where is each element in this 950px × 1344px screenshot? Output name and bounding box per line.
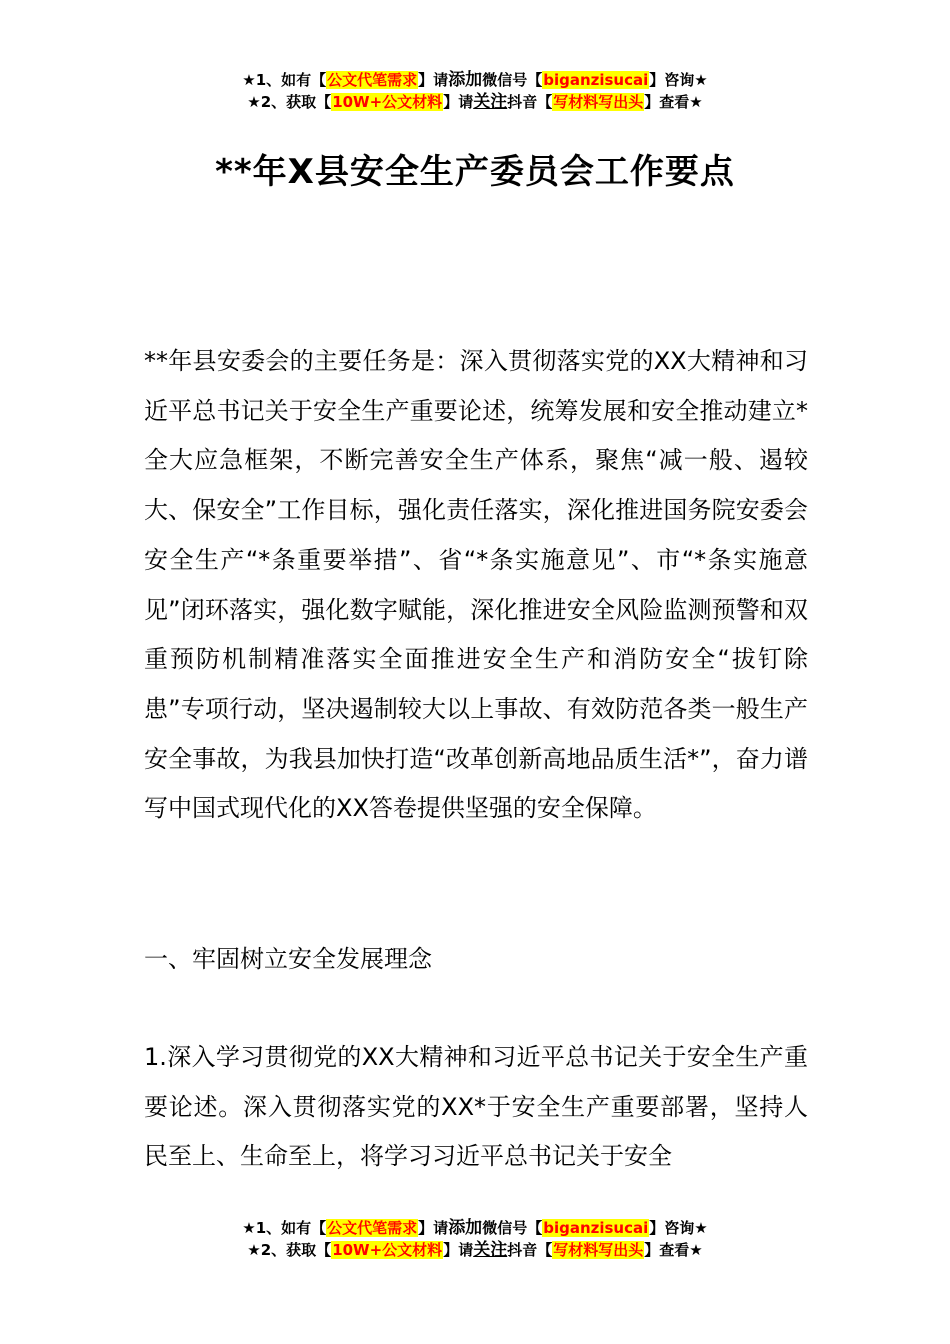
banner-text: 】查看★ xyxy=(644,1241,703,1259)
banner-line-2 xyxy=(0,91,950,113)
banner-emphasis: 关注 xyxy=(473,92,508,112)
footer-banner xyxy=(0,1217,950,1261)
banner-text: ★1、如有【 xyxy=(242,1219,327,1237)
banner-highlight: 写材料写出头 xyxy=(553,1241,644,1259)
banner-text: 微信号【 xyxy=(482,1219,543,1237)
banner-highlight: 公文代笔需求 xyxy=(327,1219,418,1237)
banner-text: 】请 xyxy=(418,71,449,89)
item-paragraph: 1.深入学习贯彻党的XX大精神和习近平总书记关于安全生产重要论述。深入贯彻落实党的XX*于安全生产重要部署，坚持人民至上、生命至上，将学习习近平总书记关于安全 xyxy=(144,1043,808,1171)
banner-line-1 xyxy=(0,69,950,91)
banner-line-1 xyxy=(0,1217,950,1239)
banner-highlight: 写材料写出头 xyxy=(553,93,644,111)
banner-emphasis: 添加 xyxy=(448,1218,483,1238)
banner-text: 】请 xyxy=(443,93,474,111)
banner-text: 】请 xyxy=(443,1241,474,1259)
banner-highlight: 公文代笔需求 xyxy=(327,71,418,89)
banner-text: 】查看★ xyxy=(644,93,703,111)
banner-text: 】咨询★ xyxy=(649,71,708,89)
banner-text: ★1、如有【 xyxy=(242,71,327,89)
banner-text: 】请 xyxy=(418,1219,449,1237)
banner-text: 微信号【 xyxy=(482,71,543,89)
header-banner xyxy=(0,69,950,113)
banner-wechat-id: biganzisucai xyxy=(543,71,649,89)
banner-text: 抖音【 xyxy=(507,93,553,111)
banner-text: ★2、获取【 xyxy=(247,93,332,111)
banner-wechat-id: biganzisucai xyxy=(543,1219,649,1237)
banner-text: ★2、获取【 xyxy=(247,1241,332,1259)
banner-highlight: 10W+公文材料 xyxy=(332,1241,443,1259)
banner-text: 】咨询★ xyxy=(649,1219,708,1237)
banner-text: 抖音【 xyxy=(507,1241,553,1259)
intro-paragraph: **年县安委会的主要任务是：深入贯彻落实党的XX大精神和习近平总书记关于安全生产重要论述，统筹发展和安全推动建立*全大应急框架，不断完善安全生产体系，聚焦“减一般、遏较大、保安全”工作目标，强化责任落实，深化推进国务院安委会安全生产“*条重要举措”、省“*条实施意见”、市“*条实施意见”闭环落实，强化数字赋能，深化推进安全风险监测预警和双重预防机制精准落实全面推进安全生产和消防安全“拔钉除患”专项行动，坚决遏制较大以上事故、有效防范各类一般生产安全事故，为我县加快打造“改革创新高地品质生活*”，奋力谱写中国式现代化的XX答卷提供坚强的安全保障。 xyxy=(144,347,808,823)
banner-emphasis: 关注 xyxy=(473,1240,508,1260)
banner-line-2 xyxy=(0,1239,950,1261)
document-title: **年X县安全生产委员会工作要点 xyxy=(215,152,735,192)
banner-highlight: 10W+公文材料 xyxy=(332,93,443,111)
section-heading: 一、牢固树立安全发展理念 xyxy=(144,945,432,973)
banner-emphasis: 添加 xyxy=(448,70,483,90)
